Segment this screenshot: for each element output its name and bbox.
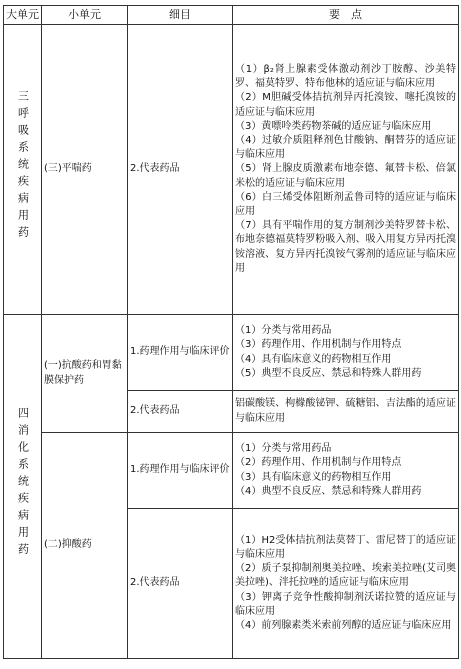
detail-cell: 1.药理作用与临床评价 — [128, 315, 233, 391]
table-row — [4, 315, 459, 391]
syllabus-table — [3, 5, 459, 659]
point-item: （1）β₂肾上腺素受体激动剂沙丁胺醇、沙美特罗、福莫特罗、特布他林的适应证与临床应用 — [235, 63, 456, 90]
point-item: （6）白三烯受体阻断剂孟鲁司特的适应证与临床应用 — [235, 191, 456, 217]
points-cell — [233, 509, 459, 659]
point-item: 铝碳酸镁、枸橼酸铋钾、硫糖铝、吉法酯的适应证与临床应用 — [235, 398, 456, 424]
point-item: （4）前列腺素类米索前列醇的适应证与临床应用 — [235, 620, 452, 631]
detail-cell: 2.代表药品 — [128, 25, 233, 315]
minor-unit-cell: (一)抗酸药和胃黏膜保护药 — [42, 315, 128, 433]
point-item: （1）分类与常用药品 — [235, 325, 332, 337]
points-cell — [233, 433, 459, 509]
point-item: （2）M胆碱受体拮抗剂异丙托溴铵、噻托溴铵的适应证与临床应用 — [235, 92, 456, 118]
point-item: （2）药理作用、作用机制与作用特点 — [235, 457, 402, 469]
point-item: （4）过敏介质阻释剂色甘酸钠、酮替芬的适应证与临床应用 — [235, 134, 456, 161]
table-row — [4, 433, 459, 509]
point-item: （3）黄嘌呤类药物茶碱的适应证与临床应用 — [235, 120, 432, 132]
point-item: （1）H2受体拮抗剂法莫替丁、雷尼替丁的适应证与临床应用 — [235, 534, 456, 560]
point-item: （3）钾离子竞争性酸抑制剂沃诺拉赞的适应证与临床应用 — [235, 591, 456, 617]
points-cell — [233, 391, 459, 433]
points-cell — [233, 315, 459, 391]
header-row — [4, 6, 459, 25]
point-item: （4）典型不良反应、禁忌和特殊人群用药 — [235, 485, 422, 497]
point-item: （5）肾上腺皮质激素布地奈德、氟替卡松、倍氯米松的适应证与临床应用 — [235, 163, 456, 189]
detail-cell: 2.代表药品 — [128, 391, 233, 433]
detail-cell: 1.药理作用与临床评价 — [128, 433, 233, 509]
header-detail: 细目 — [128, 6, 233, 25]
major-unit-cell — [4, 25, 42, 315]
major-unit-label: 四消化系统疾病用药 — [16, 407, 30, 561]
header-minor: 小单元 — [42, 6, 128, 25]
point-item: （4）具有临床意义的药物相互作用 — [235, 353, 392, 365]
point-item: （5）典型不良反应、禁忌和特殊人群用药 — [235, 367, 422, 379]
major-unit-cell — [4, 315, 42, 659]
points-cell — [233, 25, 459, 315]
major-unit-label: 三呼吸系统疾病用药 — [16, 90, 30, 244]
point-item: （3）具有临床意义的药物相互作用 — [235, 471, 392, 483]
minor-unit-cell: (三)平喘药 — [42, 25, 128, 315]
point-item: （7）具有平喘作用的复方制剂沙美特罗替卡松、布地奈德福莫特罗粉吸入剂、吸入用复方异丙托溴铵溶液、复方异丙托溴铵气雾剂的适应证与临床应用 — [235, 220, 456, 274]
table-row — [4, 25, 459, 315]
header-major: 大单元 — [4, 6, 42, 25]
point-item: （3）药理作用、作用机制与作用特点 — [235, 339, 402, 351]
detail-cell: 2.代表药品 — [128, 509, 233, 659]
point-item: （1）分类与常用药品 — [235, 443, 332, 455]
point-item: （2）质子泵抑制剂奥美拉唑、埃索美拉唑(艾司奥美拉唑)、泮托拉唑的适应证与临床应用 — [235, 563, 456, 589]
minor-unit-cell: (二)抑酸药 — [42, 433, 128, 659]
header-points: 要 点 — [233, 6, 459, 25]
